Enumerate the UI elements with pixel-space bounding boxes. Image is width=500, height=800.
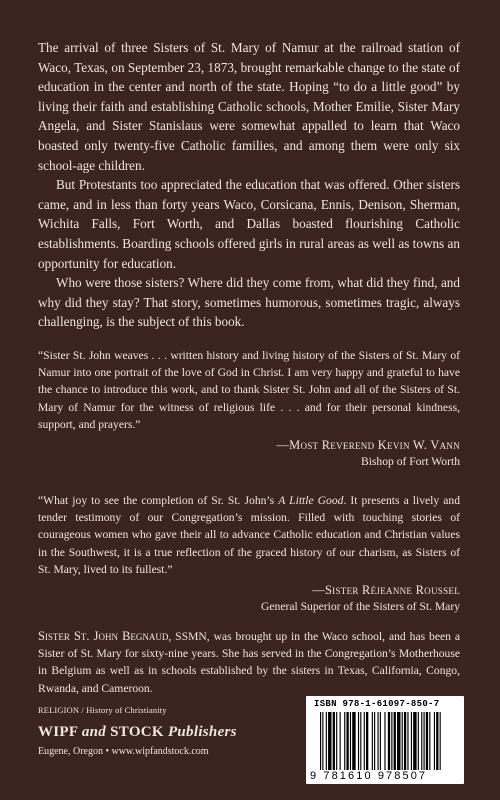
barcode-bar	[344, 712, 345, 770]
author-bio	[38, 628, 460, 697]
endorsement-2-text	[38, 492, 460, 578]
barcode-bar	[434, 712, 435, 770]
book-title-italic: A Little Good	[278, 494, 344, 507]
endorsement-1	[38, 347, 460, 469]
blurb	[38, 38, 460, 332]
barcode-digits: 9 781610 978507	[310, 770, 428, 782]
barcode-bar	[346, 712, 348, 770]
barcode-bar	[374, 712, 375, 770]
barcode-bar	[402, 712, 403, 770]
barcode-bar	[320, 712, 321, 770]
isbn-barcode	[306, 696, 464, 784]
barcode-bar	[407, 712, 408, 770]
publisher-name-publishers: Publishers	[167, 724, 237, 740]
barcode-bar	[360, 712, 361, 770]
endorsement-2-name: —Sister Réjeanne Roussel	[312, 583, 460, 598]
barcode-bar	[418, 712, 419, 770]
author-bio-text: , SSMN, was brought up in the Waco school, and has been a Sister of St. Mary for sixty-nine years. She has served in the Congregation’s Motherhouse in Belgium as well as in schools established by the sisters in Texas, California, Congo, Rwanda, and Cameroon.	[38, 630, 460, 695]
author-name: Sister St. John Begnaud	[38, 629, 169, 643]
publisher-name-and: and	[81, 724, 107, 740]
barcode-bar	[388, 712, 390, 770]
barcode-bar	[350, 712, 351, 770]
barcode-bar	[429, 712, 430, 770]
barcode-bar	[436, 712, 438, 770]
barcode-bar	[366, 712, 368, 770]
endorsement-1-title: Bishop of Fort Worth	[360, 455, 460, 469]
barcode-bar	[394, 712, 396, 770]
barcode-bar	[421, 712, 422, 770]
endorsement-2-attribution	[38, 582, 460, 614]
publisher-name-wipf: WIPF	[38, 724, 82, 740]
endorsement-1-text: “Sister St. John weaves . . . written history and living history of the Sisters of St. Mary of Namur into one portrait of the love of God in Christ. I am very happy and grateful to have the chance to introduce this work, and to thank Sister St. John and all of the Sisters of St. Mary of Namur for the witness of religious life . . . and for their personal kindness, support, and prayers.”	[38, 349, 460, 431]
barcode-bar	[380, 712, 381, 770]
endorsement-1-attribution	[38, 437, 460, 469]
endorsement-2-title: General Superior of the Sisters of St. Mary	[261, 600, 460, 614]
barcode-bar	[426, 712, 428, 770]
barcode-bar	[352, 712, 355, 770]
barcode-bar	[378, 712, 379, 770]
barcode-bar	[336, 712, 337, 770]
barcode-bar	[404, 712, 406, 770]
barcode-bar	[358, 712, 359, 770]
category-label: RELIGION / History of Christianity	[38, 706, 167, 715]
barcode-bar	[440, 712, 441, 770]
endorsement-2-text-end: . It presents a lively and tender testimony of our Congregation’s mission. Filled with touching stories of courageous women who gave their all to advance Catholic education and Christian values in the Southwest, it is a true reflection of the graced history of our charism, as Sisters of St. Mary, lived to its fullest.”	[38, 494, 460, 576]
publisher-logo	[38, 724, 237, 741]
barcode-bar	[340, 712, 341, 770]
endorsement-2-text-start: “What joy to see the completion of Sr. St. John’s	[38, 494, 279, 507]
blurb-paragraph-1: The arrival of three Sisters of St. Mary of Namur at the railroad station of Waco, Texas, on September 23, 1873, brought remarkable change to the state of education in the center and north of the state. Hoping “to do a little good” by living their faith and establishing Catholic schools, Mother Emilie, Sister Mary Angela, and Sister Stanislaus were somewhat appalled to learn that Waco boasted only twenty-five Catholic families, and among them were only six school-age children.	[38, 40, 460, 173]
publisher-location: Eugene, Oregon • www.wipfandstock.com	[38, 746, 209, 757]
barcode-bar	[397, 712, 400, 770]
barcode-bar	[413, 712, 416, 770]
blurb-paragraph-3: Who were those sisters? Where did they come from, what did they find, and why did they stay? That story, sometimes humorous, sometimes tragic, always challenging, is the subject of this book.	[38, 275, 460, 330]
publisher-name-stock: STOCK	[106, 724, 168, 740]
barcode-bar	[326, 712, 327, 770]
barcode-bar	[372, 712, 373, 770]
barcode-bar	[364, 712, 365, 770]
barcode-bar	[391, 712, 392, 770]
barcode-bar	[322, 712, 323, 770]
endorsement-2	[38, 492, 460, 614]
barcode-bar	[384, 712, 385, 770]
blurb-paragraph-2: But Protestants too appreciated the education that was offered. Other sisters came, and in less than forty years Waco, Corsicana, Ennis, Denison, Sherman, Wichita Falls, Fort Worth, and Dallas boasted flourishing Catholic establishments. Boarding schools offered girls in rural areas as well as towns an opportunity for education.	[38, 177, 460, 271]
barcode-bar	[328, 712, 331, 770]
endorsement-1-name: —Most Reverend Kevin W. Vann	[276, 438, 460, 453]
barcode-bar	[411, 712, 412, 770]
barcode-bar	[424, 712, 425, 770]
barcode-bar	[333, 712, 335, 770]
isbn-label: ISBN 978-1-61097-850-7	[314, 699, 440, 709]
